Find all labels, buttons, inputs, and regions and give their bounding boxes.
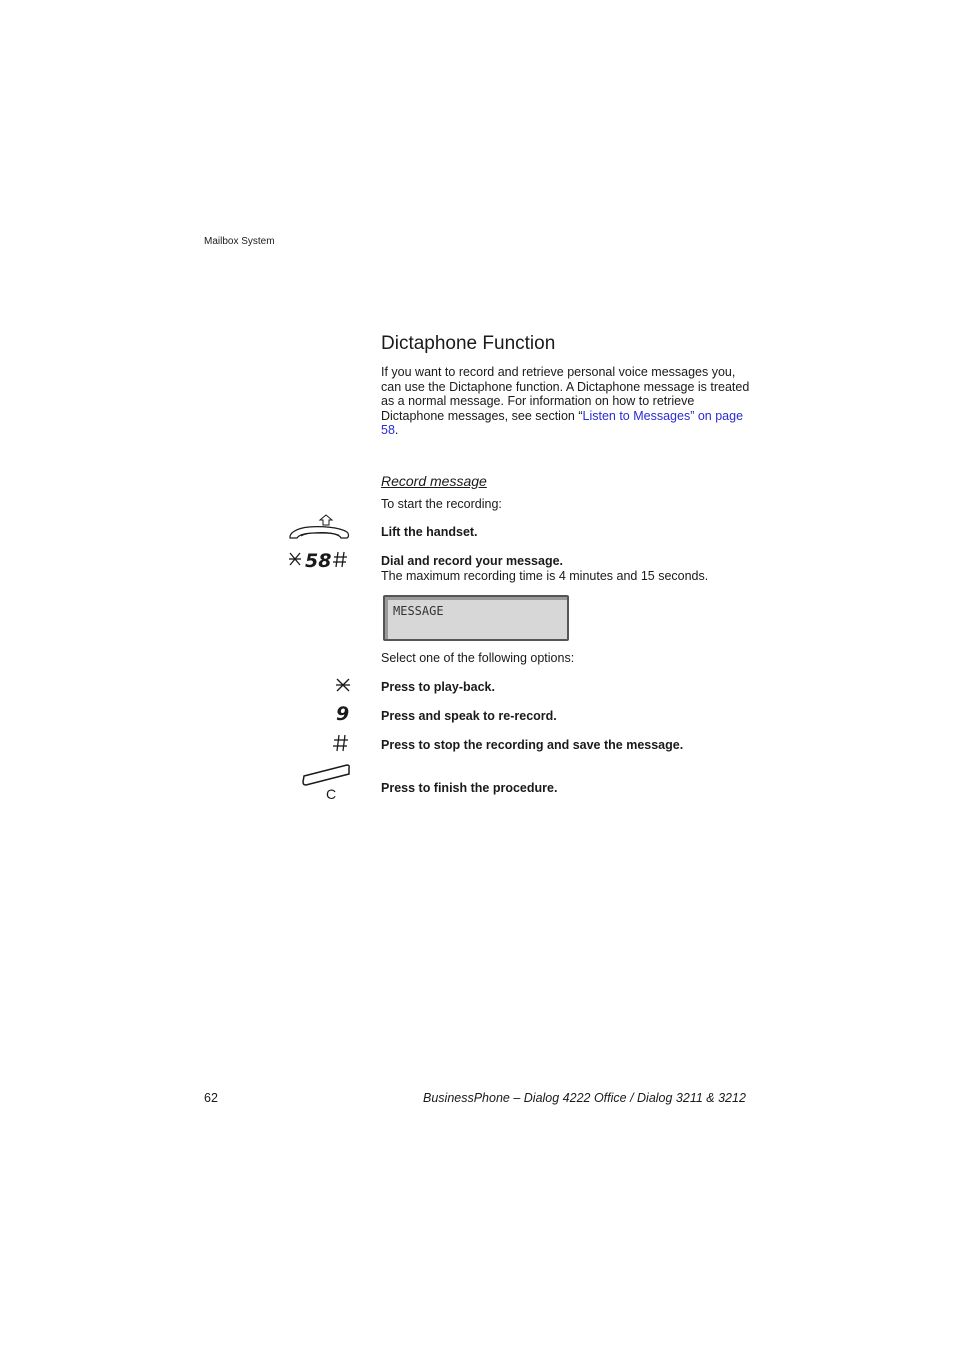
procedure-intro: To start the recording: <box>381 497 502 511</box>
page-number: 62 <box>204 1091 218 1105</box>
option-re-record: Press and speak to re-record. <box>381 709 557 723</box>
option-play-back: Press to play-back. <box>381 680 495 694</box>
dial-code-icon <box>286 547 354 571</box>
option-finish: Press to finish the procedure. <box>381 781 558 795</box>
svg-text:58: 58 <box>305 550 332 571</box>
nine-key-icon: 9 <box>336 703 350 725</box>
procedure-title: Record message <box>381 473 487 489</box>
handset-lift-icon <box>287 511 351 541</box>
intro-paragraph: If you want to record and retrieve personal voice messages you, can use the Dictaphone function. A Dictaphone message is treated as a normal message. For information on how to retrieve Dictaphone messages, see section “Listen to Messages” on page 58. <box>381 365 750 438</box>
footer-product: BusinessPhone – Dialog 4222 Office / Dialog 3211 & 3212 <box>423 1091 746 1105</box>
star-key-icon <box>334 676 352 694</box>
hash-key-icon <box>332 733 350 753</box>
page-reference-link[interactable]: Listen to Messages” on page 58 <box>381 408 744 438</box>
step-dial-record: Dial and record your message. <box>381 554 564 568</box>
display-text: MESSAGE <box>393 604 444 618</box>
step-dial-note: The maximum recording time is 4 minutes and 15 seconds. <box>381 569 709 583</box>
step-lift-handset: Lift the handset. <box>381 525 478 539</box>
option-stop-save: Press to stop the recording and save the message. <box>381 738 684 752</box>
options-intro: Select one of the following options: <box>381 651 575 665</box>
clear-key-label: C <box>326 786 337 802</box>
section-title: Dictaphone Function <box>381 333 556 354</box>
running-header: Mailbox System <box>204 236 275 247</box>
phone-display <box>383 595 569 641</box>
